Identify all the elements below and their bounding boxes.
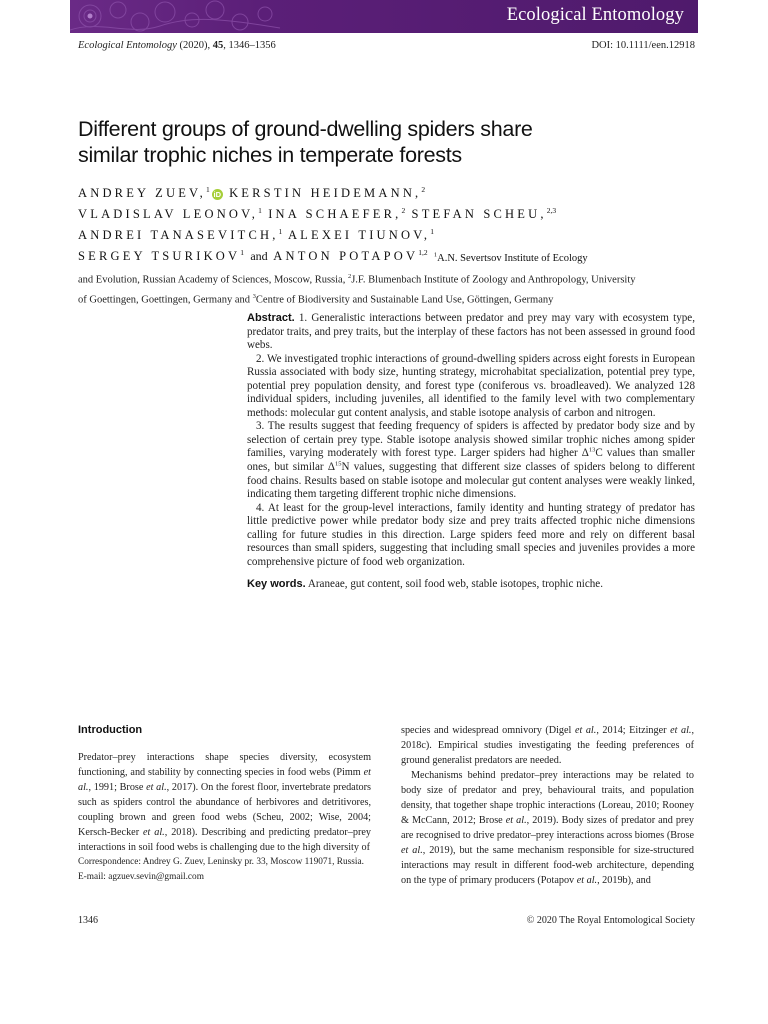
affiliation-start	[434, 253, 588, 264]
author-name: ALEXEI TIUNOV,	[287, 228, 431, 243]
body-text: , 2014; Eitzinger	[596, 725, 671, 736]
et-al: et al.	[670, 725, 692, 736]
affiliation-mark: 2	[347, 272, 352, 280]
abstract-label: Abstract.	[247, 312, 295, 324]
affiliation-mark: 3	[252, 293, 256, 301]
author-name: ANDREI TANASEVITCH,	[78, 228, 279, 243]
author-name: ANDREY ZUEV,	[78, 186, 206, 201]
citation-line	[78, 40, 695, 54]
affiliation-text: and Evolution, Russian Academy of Sciences, Moscow, Russia,	[78, 274, 348, 286]
author-affiliation-mark: 1	[278, 227, 283, 237]
body-text: , 2017). On the forest floor, invertebrate predators such as spiders control the abundance of herbivores and detritivores, coupling brown and green food webs (Scheu, 2002; Wise, 2004; Kersch-Becker	[78, 782, 371, 838]
author-name: ANTON POTAPOV	[273, 249, 419, 264]
body-paragraph	[401, 723, 694, 768]
author-affiliation-mark: 1	[240, 248, 244, 258]
keywords-label: Key words.	[247, 578, 306, 591]
et-al: et al.	[574, 725, 597, 736]
banner-pattern-icon	[70, 0, 290, 33]
citation-volume: 45	[212, 40, 224, 51]
author-affiliation-mark: 1,2	[418, 248, 428, 258]
et-al: et al.	[401, 845, 423, 856]
body-text: Predator–prey interactions shape species diversity, ecosystem functioning, and stability by connecting species in food webs (Pimm	[78, 752, 371, 778]
article-title	[78, 116, 698, 168]
orcid-icon[interactable]: iD	[213, 190, 221, 200]
author-name: SERGEY TSURIKOV	[78, 249, 241, 264]
affiliation-line-2	[78, 268, 698, 289]
et-al: et al.	[146, 782, 167, 793]
body-column-left	[78, 723, 371, 885]
body-text: species and widespread omnivory (Digel	[401, 725, 575, 736]
abstract-paragraph-4: 4. At least for the group-level interactions, family identity and hunting strategy of predator has little predictive power while predator body size and prey traits affected trophic niche dimensions calling for future studies in this direction. Large spiders feed more and rely on different basal resources than small spiders, suggesting that including small species and juveniles provides a more comprehensive picture of food web organization.	[247, 501, 695, 568]
author-name: STEFAN SCHEU,	[411, 207, 547, 222]
body-column-right	[401, 723, 694, 888]
abstract-text: 3. The results suggest that feeding frequency of spiders is affected by predator body size and by selection of certain prey type. Stable isotope analysis showed similar trophic niches among spider families, varying moderately with forest type. Larger spiders had higher Δ	[247, 420, 695, 460]
body-text: , 1991; Brose	[88, 782, 147, 793]
body-text: , 2019), but the same mechanism responsible for size-structured interactions may result in different food-web architecture, depending on the type of primary producers (Potapov	[401, 845, 694, 886]
body-text: Mechanisms behind predator–prey interactions may be related to body size of predator and prey, behavioural traits, and population density, that together shape trophic interactions (Loreau, 2010; Rooney & McCann, 2012; Brose	[401, 770, 694, 826]
abstract-paragraph-3	[247, 420, 695, 501]
title-line-2: similar trophic niches in temperate forests	[78, 143, 462, 167]
journal-banner	[70, 0, 698, 33]
et-al: et al.	[78, 767, 371, 793]
author-name: KERSTIN HEIDEMANN,	[229, 186, 422, 201]
section-heading-introduction: Introduction	[78, 724, 143, 736]
author-affiliation-mark: 1	[205, 185, 210, 194]
et-al: et al.	[505, 815, 527, 826]
author-affiliation-mark: 1	[430, 227, 434, 237]
affiliation-text: of Goettingen, Goettingen, Germany and	[78, 294, 253, 306]
author-name: VLADISLAV LEONOV,	[78, 207, 259, 222]
body-text: , 2018). Describing and predicting predator–prey interactions in soil food webs is challenging due to the high diversity of	[78, 827, 371, 853]
citation	[78, 40, 276, 51]
affiliation-text: A.N. Severtsov Institute of Ecology	[437, 252, 588, 264]
author-line-3	[78, 223, 698, 244]
isotope-superscript: 13	[588, 446, 596, 454]
journal-name: Ecological Entomology	[506, 5, 684, 25]
author-affiliation-mark: 2	[401, 206, 406, 216]
body-text: , 2018c). Empirical studies investigating the feeding preferences of ground generalist predators are needed.	[401, 725, 695, 766]
et-al: et al.	[576, 875, 598, 886]
isotope-superscript: 15	[334, 460, 342, 468]
author-line-1	[78, 181, 698, 202]
copyright: © 2020 The Royal Entomological Society	[526, 915, 695, 926]
correspondence-note: Correspondence: Andrey G. Zuev, Leninsky pr. 33, Moscow 119071, Russia. E-mail: agzuev.sevin@gmail.com	[78, 857, 364, 882]
body-text: , 2019b), and	[597, 875, 651, 886]
title-line-1: Different groups of ground-dwelling spiders share	[78, 117, 533, 141]
author-line-4	[78, 244, 698, 267]
abstract-paragraph-2: 2. We investigated trophic interactions of ground-dwelling spiders across eight forests in European Russia associated with body size, hunting strategy, microhabitat specialization, potential prey type, potential prey population density, and forest type (coniferous vs. broadleaved). We analyzed 128 individual spiders, including juveniles, all identified to the family level with two complementary methods: molecular gut content analysis, and stable isotope analysis of carbon and nitrogen.	[247, 352, 695, 419]
doi[interactable]: DOI: 10.1111/een.12918	[591, 40, 695, 51]
keywords-text: Araneae, gut content, soil food web, stable isotopes, trophic niche.	[305, 578, 603, 591]
keywords	[247, 578, 695, 592]
affiliation-text: Centre of Biodiversity and Sustainable Land Use, Göttingen, Germany	[255, 294, 554, 306]
abstract-text: N values, suggesting that different size classes of spiders belong to different food chains. Results based on stable isotope and molecular gut content analyses were weakly linked, indicating them targeting different trophic niche dimensions.	[247, 461, 695, 501]
author-affiliation-mark: 2,3	[546, 206, 557, 216]
affiliation-text: J.F. Blumenbach Institute of Zoology and Anthropology, University	[351, 274, 636, 286]
citation-pages: , 1346–1356	[223, 40, 276, 51]
body-paragraph	[401, 768, 694, 888]
author-block	[78, 181, 698, 309]
author-affiliation-mark: 1	[258, 206, 262, 216]
author-and: and	[250, 249, 268, 264]
abstract-text: C values than smaller ones, but similar Δ	[247, 447, 695, 474]
body-paragraph	[78, 750, 371, 855]
abstract	[247, 312, 695, 592]
affiliation-line-3	[78, 288, 698, 309]
author-name: INA SCHAEFER,	[268, 207, 402, 222]
abstract-text: 1. Generalistic interactions between predator and prey may vary with ecosystem type, predator traits, and prey traits, but the interplay of these factors has not been assessed in ground food webs.	[247, 312, 695, 352]
body-text: , 2019). Body sizes of predator and prey are recognised to drive predator–prey interactions across biomes (Brose	[401, 815, 695, 841]
author-affiliation-mark: 2	[421, 185, 426, 194]
citation-journal: Ecological Entomology	[78, 40, 177, 51]
page-footer	[78, 915, 695, 929]
abstract-paragraph-1	[247, 312, 695, 353]
author-line-2	[78, 202, 698, 223]
page-number: 1346	[78, 915, 98, 926]
et-al: et al.	[143, 827, 165, 838]
citation-year: (2020),	[176, 40, 213, 51]
affiliation-mark: 1	[433, 251, 438, 259]
